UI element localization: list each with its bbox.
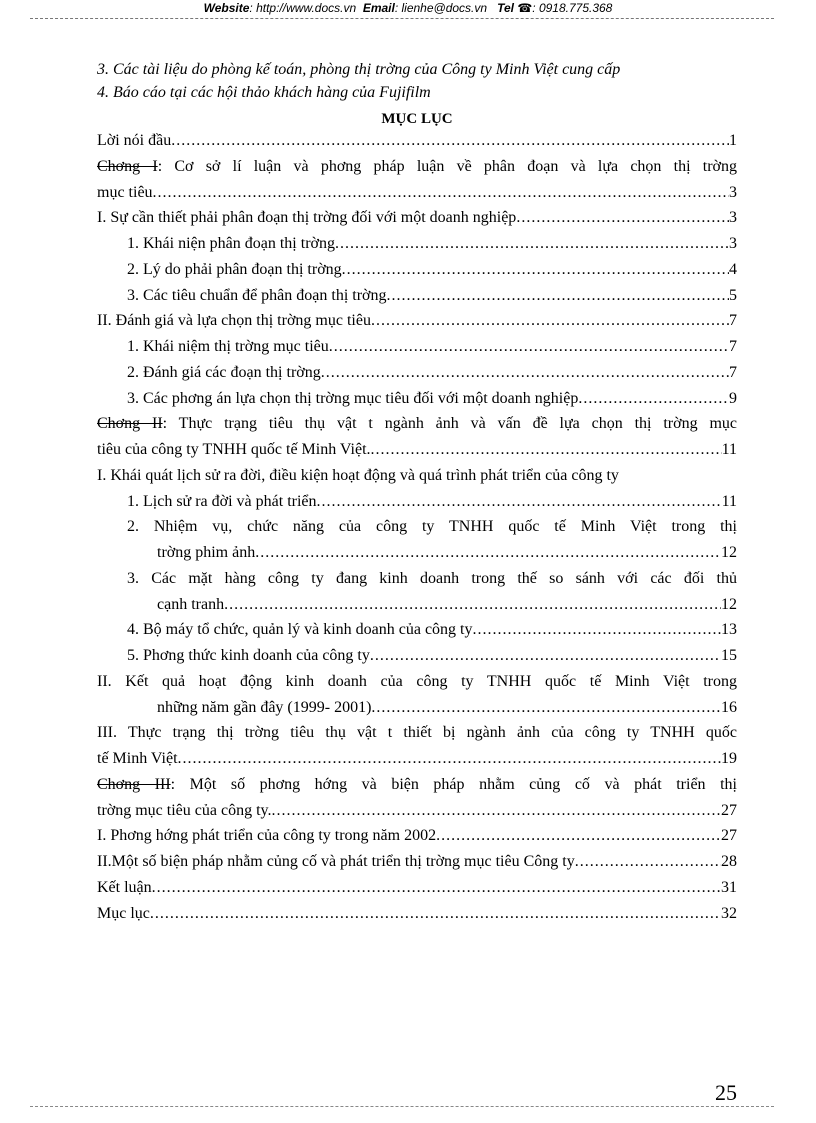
website-label: Website bbox=[203, 1, 250, 15]
toc-entry-page: 7 bbox=[729, 312, 737, 330]
toc-entry bbox=[97, 695, 737, 721]
toc-entry bbox=[97, 746, 737, 772]
toc-leader bbox=[387, 283, 730, 309]
toc-leader bbox=[575, 849, 721, 875]
toc-entry-page: 28 bbox=[721, 853, 737, 870]
toc-leader bbox=[371, 695, 721, 721]
toc-leader bbox=[335, 231, 729, 257]
page-number: 25 bbox=[715, 1080, 737, 1105]
toc-entry-text: I. Khái quát lịch sử ra đời, điều kiện hoạt động và quá trình phát triển của công ty bbox=[97, 466, 619, 484]
footer-divider bbox=[30, 1106, 774, 1107]
toc-entry-page: 15 bbox=[721, 647, 737, 664]
toc-entry-text: tiêu của công ty TNHH quốc tế Minh Việt. bbox=[97, 441, 371, 458]
toc-entry-page: 12 bbox=[721, 595, 737, 613]
toc-leader bbox=[578, 386, 729, 412]
toc-leader bbox=[150, 901, 721, 927]
toc-entry-text: 2. Nhiệm vụ, chức năng của công ty TNHH quốc tế Minh Việt trong thị bbox=[127, 518, 737, 536]
toc-entry-text: II. Kết quả hoạt động kinh doanh của công ty TNHH quốc tế Minh Việt trong bbox=[97, 672, 737, 690]
chapter-label: Chơng III bbox=[97, 775, 171, 793]
tel-value: : 0918.775.368 bbox=[532, 1, 613, 15]
toc-entry bbox=[97, 180, 737, 206]
toc-entry-text: 2. Đánh giá các đoạn thị trờng bbox=[127, 363, 321, 381]
toc-leader bbox=[329, 334, 729, 360]
toc-entry bbox=[97, 643, 737, 669]
chapter-label: Chơng II bbox=[97, 415, 163, 433]
toc-entry-page: 12 bbox=[721, 544, 737, 561]
toc-entry-page: 7 bbox=[729, 363, 737, 381]
toc-entry bbox=[97, 463, 737, 489]
toc-entry bbox=[97, 823, 737, 849]
toc-entry bbox=[97, 334, 737, 360]
toc-entry bbox=[97, 514, 737, 540]
toc-entry-text: tế Minh Việt bbox=[97, 750, 178, 767]
toc-leader bbox=[516, 205, 729, 231]
toc-entry-text: I. Sự cần thiết phải phân đoạn thị trờng đối với một doanh nghiệp bbox=[97, 209, 517, 227]
toc-entry-page: 5 bbox=[729, 286, 737, 304]
toc-leader bbox=[255, 540, 721, 566]
email-label: Email bbox=[362, 1, 395, 15]
toc-entry bbox=[97, 128, 737, 154]
toc-entry-text: 4. Bộ máy tổ chức, quản lý và kinh doanh của công ty bbox=[127, 621, 473, 639]
toc-leader bbox=[472, 617, 721, 643]
toc-entry bbox=[97, 772, 737, 798]
toc-entry-text: 5. Phơng thức kinh doanh của công ty bbox=[127, 647, 370, 664]
toc-entry-text: II. Đánh giá và lựa chọn thị trờng mục tiêu bbox=[97, 312, 371, 330]
toc-leader bbox=[321, 360, 729, 386]
email-value: : lienhe@docs.vn bbox=[394, 1, 488, 15]
toc-entry-text: Mục lục bbox=[97, 904, 150, 922]
toc-title: MỤC LỤC bbox=[381, 111, 453, 127]
toc-leader bbox=[371, 437, 722, 463]
toc-entry-text: III. Thực trạng thị trờng tiêu thụ vật t thiết bị ngành ảnh của công ty TNHH quốc bbox=[97, 724, 737, 742]
toc-entry-page: 27 bbox=[721, 801, 737, 819]
toc-leader bbox=[317, 489, 722, 515]
toc-entry bbox=[97, 386, 737, 412]
toc-entry-page: 3 bbox=[729, 235, 737, 252]
toc-entry-text: những năm gần đây (1999- 2001) bbox=[157, 698, 372, 716]
toc-entry-page: 3 bbox=[729, 183, 737, 201]
toc-entry bbox=[97, 411, 737, 437]
toc-entry-page: 32 bbox=[721, 904, 737, 922]
toc-leader bbox=[224, 592, 721, 618]
toc-entry bbox=[97, 308, 737, 334]
toc-entry bbox=[97, 720, 737, 746]
toc-entry bbox=[97, 283, 737, 309]
toc-leader bbox=[370, 643, 721, 669]
toc-entry-page: 4 bbox=[729, 260, 737, 278]
toc-entry bbox=[97, 592, 737, 618]
toc-entry-page: 13 bbox=[721, 621, 737, 639]
toc-entry-text: trờng phim ảnh bbox=[157, 544, 256, 561]
tel-label: Tel bbox=[497, 1, 514, 15]
toc-entry-page: 3 bbox=[729, 209, 737, 227]
toc-entry bbox=[97, 540, 737, 566]
toc-entry bbox=[97, 901, 737, 927]
toc-leader bbox=[153, 180, 729, 206]
toc-entry-page: 9 bbox=[729, 389, 737, 407]
toc-entry-page: 16 bbox=[721, 698, 737, 716]
toc-entry-text: Lời nói đầu bbox=[97, 132, 172, 149]
phone-icon: ☎ bbox=[517, 1, 533, 15]
toc-entry bbox=[97, 849, 737, 875]
toc-leader bbox=[152, 875, 721, 901]
toc-leader bbox=[342, 257, 729, 283]
toc-entry-page: 19 bbox=[721, 750, 737, 767]
page-header bbox=[0, 0, 816, 20]
toc-entry-text: : Một số phơng hớng và biện pháp nhằm củng cố và phát triển thị bbox=[170, 775, 737, 793]
toc-leader bbox=[436, 823, 721, 849]
toc-entry-text: trờng mục tiêu của công ty. bbox=[97, 801, 272, 819]
reference-item: 4. Báo cáo tại các hội thảo khách hàng của Fujifilm bbox=[97, 84, 431, 101]
reference-item: 3. Các tài liệu do phòng kế toán, phòng thị trờng của Công ty Minh Việt cung cấp bbox=[97, 61, 621, 78]
reference-list bbox=[97, 58, 757, 104]
chapter-label: Chơng I bbox=[97, 157, 158, 175]
toc-leader bbox=[371, 308, 729, 334]
toc-entry-page: 11 bbox=[721, 492, 737, 510]
toc-entry-text: Kết luận bbox=[97, 878, 152, 896]
toc-entry-text: : Thực trạng tiêu thụ vật t ngành ảnh và vấn đề lựa chọn thị trờng mục bbox=[162, 415, 737, 433]
toc-entry-text: 3. Các tiêu chuẩn để phân đoạn thị trờng bbox=[127, 286, 387, 304]
toc-entry bbox=[97, 489, 737, 515]
toc-entry-text: II.Một số biện pháp nhằm củng cố và phát triển thị trờng mục tiêu Công ty bbox=[97, 853, 575, 870]
toc-entry bbox=[97, 566, 737, 592]
toc-entry bbox=[97, 669, 737, 695]
toc-entry-text: 2. Lý do phải phân đoạn thị trờng bbox=[127, 260, 342, 278]
toc-entry bbox=[97, 231, 737, 257]
toc-entry-page: 31 bbox=[721, 878, 737, 896]
toc-entry-page: 27 bbox=[721, 827, 737, 845]
toc-entry bbox=[97, 205, 737, 231]
toc-entry-text: : Cơ sở lí luận và phơng pháp luận về phân đoạn và lựa chọn thị trờng bbox=[157, 157, 737, 175]
website-value: : http://www.docs.vn bbox=[249, 1, 357, 15]
toc-entry bbox=[97, 617, 737, 643]
toc-entry bbox=[97, 257, 737, 283]
toc-entry bbox=[97, 154, 737, 180]
toc-leader bbox=[271, 798, 721, 824]
toc-leader bbox=[171, 128, 729, 154]
header-divider bbox=[30, 18, 774, 19]
toc-entry-text: 1. Khái niệm thị trờng mục tiêu bbox=[127, 338, 329, 355]
toc-entry-page: 11 bbox=[721, 441, 737, 458]
toc-entry-text: 1. Khái niện phân đoạn thị trờng bbox=[127, 235, 335, 252]
toc-entry-page: 1 bbox=[729, 132, 737, 149]
toc-entry-text: I. Phơng hớng phát triển của công ty trong năm 2002 bbox=[97, 827, 437, 845]
toc-entry-text: 3. Các mặt hàng công ty đang kinh doanh trong thế so sánh với các đối thủ bbox=[127, 569, 737, 587]
toc-entry bbox=[97, 875, 737, 901]
toc-entry-text: 1. Lịch sử ra đời và phát triển bbox=[127, 492, 317, 510]
table-of-contents bbox=[97, 128, 737, 926]
toc-entry bbox=[97, 437, 737, 463]
toc-entry-text: 3. Các phơng án lựa chọn thị trờng mục tiêu đối với một doanh nghiệp bbox=[127, 389, 579, 407]
toc-entry bbox=[97, 798, 737, 824]
toc-leader bbox=[178, 746, 721, 772]
toc-entry-text: cạnh tranh bbox=[157, 595, 225, 613]
toc-entry-text: mục tiêu bbox=[97, 183, 153, 201]
toc-entry-page: 7 bbox=[729, 338, 737, 355]
toc-entry bbox=[97, 360, 737, 386]
